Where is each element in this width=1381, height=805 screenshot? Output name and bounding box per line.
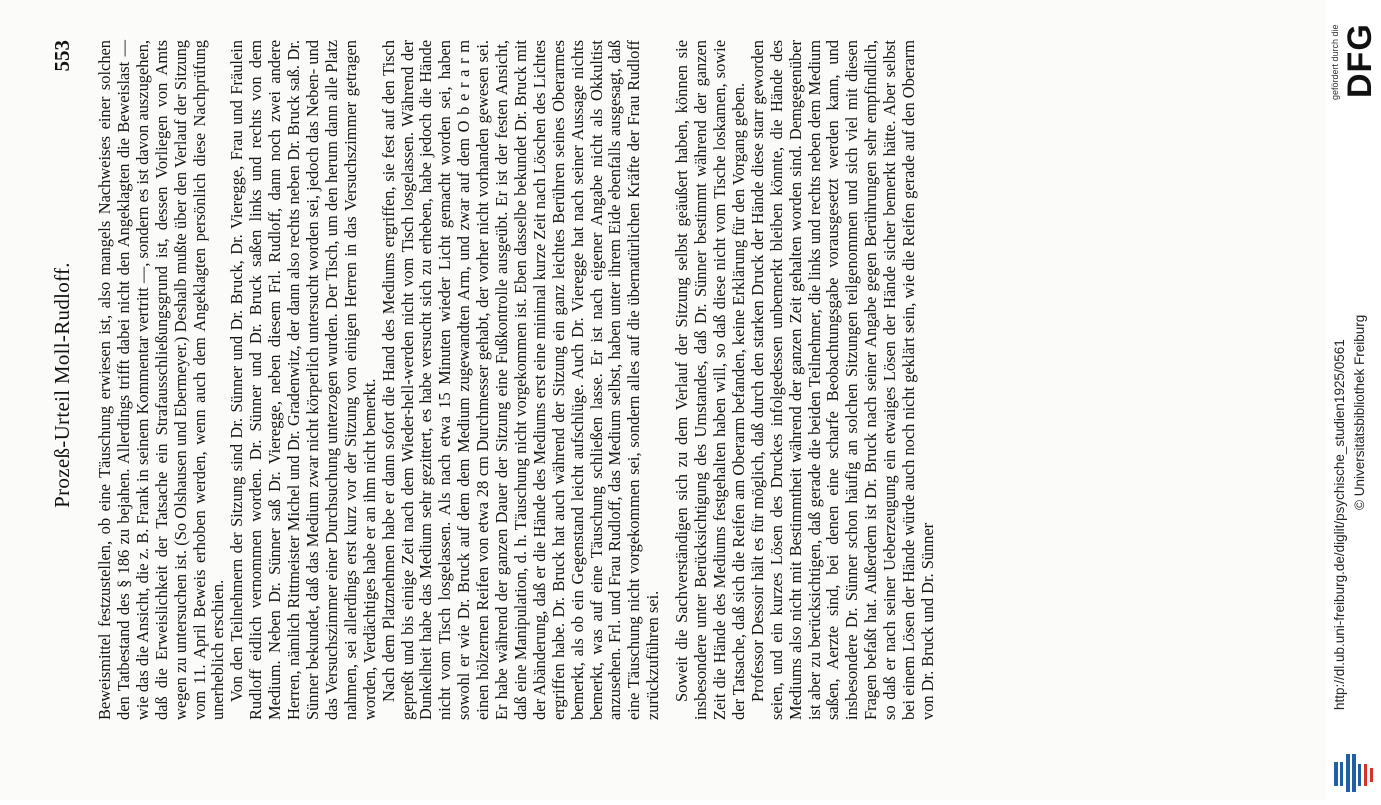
digital-credit bbox=[1326, 0, 1381, 800]
dfg-logo: DFG bbox=[1341, 23, 1379, 98]
paragraph: Beweismittel festzustellen, ob eine Täuschung erwiesen ist, also mangels Nachweises einer solchen den Tatbestand des § 186 zu bejahen. Allerdings trifft dabei nicht den Angeklagten die Beweislast — wie das die Ansicht, die z. B. Frank in seinem Kommentar vertritt —, sondern es ist davon auszugehen, daß die Erweislichkeit der Tatsache ein Strafausschließungsgrund ist, dessen Vorliegen von Amts wegen zu untersuchen ist. (So Olshausen und Ebermeyer.) Deshalb mußte über den Verlauf der Sitzung vom 11. April Beweis erhoben werden, wenn auch dem Angeklagten persönlich diese Nachprüfung unerheblich erschien. bbox=[95, 40, 228, 720]
ub-freiburg-logo-icon bbox=[1326, 744, 1381, 800]
paragraph: Professor Dessoir hält es für möglich, daß durch den starken Druck der Hände diese starr geworden seien, und ein kurzes Lösen des Druckes infolgedessen unbemerkt bleiben könnte, die Hände des Mediums also nicht mit Bestimmtheit während der ganzen Zeit gehalten worden sind. Demgegenüber ist aber zu berücksichtigen, daß gerade die beiden Teilnehmer, die links und rechts neben dem Medium saßen, Aerzte sind, bei denen eine scharfe Beobachtungsgabe vorausgesetzt werden kann, und insbesondere Dr. Sünner schon häufig an solchen Sitzungen teilgenommen und sich viel mit diesen Fragen befaßt hat. Außerdem ist Dr. Bruck nach seiner Angabe gegen Berührungen sehr empfindlich, so daß er nach seiner Ueberzeugung ein etwaiges Lösen der Hände sicher bemerkt hätte. Aber selbst bei einem Lösen der Hände würde auch noch nicht geklärt sein, wie die Reifen gerade auf den Oberarm von Dr. Bruck und Dr. Sünner bbox=[747, 40, 937, 720]
paragraph: Soweit die Sachverständigen sich zu dem Verlauf der Sitzung selbst geäußert haben, können sie insbesondere unter Berücksichtigung des Umstandes, daß Dr. Sünner bestimmt während der ganzen Zeit die Hände des Mediums festgehalten haben will, so daß diese nicht vom Tische loskamen, sowie der Tatsache, daß sich die Reifen am Oberarm befanden, keine Erklärung für den Vorgang geben. bbox=[672, 40, 748, 720]
source-url-link[interactable]: http://dl.ub.uni-freiburg.de/diglit/psychische_studien1925/0561 bbox=[1332, 339, 1347, 710]
rights-holder: © Universitätsbibliothek Freiburg bbox=[1352, 314, 1367, 510]
running-title: Prozeß-Urteil Moll-Rudloff. bbox=[50, 262, 74, 508]
paragraph: Von den Teilnehmern der Sitzung sind Dr. Sünner und Dr. Bruck, Dr. Vieregge, Frau und Fräulein Rudloff eidlich vernommen worden. Dr. Sünner und Dr. Bruck saßen links und rechts von dem Medium. Neben Dr. Sünner saß Dr. Vieregge, neben diesem Frl. Rudloff, dann noch zwei andere Herren, nämlich Rittmeister Michel und Dr. Gradenwitz, der dann also rechts neben Dr. Bruck saß. Dr. Sünner bekundet, daß das Medium zwar nicht körperlich untersucht worden sei, jedoch das Neben- und das Versuchszimmer einer Durchsuchung unterzogen wurden. Der Tisch, um den herum dann alle Platz nahmen, sei allerdings erst kurz vor der Sitzung von einigen Herren in das Versuchszimmer getragen worden, Verdächtiges habe er an ihm nicht bemerkt. bbox=[227, 40, 379, 720]
page-number: 553 bbox=[50, 40, 74, 72]
paragraph: Nach dem Platznehmen habe er dann sofort die Hand des Mediums ergriffen, sie fest auf den Tisch gepreßt und bis einige Zeit nach dem Wieder-hell-werden nicht vom Tisch losgelassen. Während der Dunkelheit habe das Medium sehr gezittert, es habe versucht sich zu erheben, habe jedoch die Hände nicht vom Tisch losgelassen. Als nach etwa 15 Minuten wieder Licht gemacht worden sei, haben sowohl er wie Dr. Bruck auf dem dem Medium zugewandten Arm, und zwar auf dem O b e r a r m einen hölzernen Reifen von etwa 28 cm Durchmesser gehabt, der vorher nicht vorhanden gewesen sei. Er habe während der ganzen Dauer der Sitzung eine Fußkontrolle ausgeübt. Er ist der festen Ansicht, daß eine Manipulation, d. h. Täuschung nicht vorgekommen ist. Eben dasselbe bekundet Dr. Bruck mit der Abänderung, daß er die Hände des Mediums erst eine minimal kurze Zeit nach Löschen des Lichtes ergriffen habe. Dr. Bruck hat auch während der Sitzung ein ganz leichtes Berühren seines Oberarmes bemerkt, als ob ein Gegenstand leicht aufschlüge. Auch Dr. Vieregge hat nach seiner Aussage nichts bemerkt, was auf eine Täuschung schließen lasse. Er ist nach eigener Angabe nicht als Okkultist anzusehen. Frl. und Frau Rudloff, das Medium selbst, haben unter ihrem Eide ebenfalls ausgesagt, daß eine Täuschung nicht vorgekommen sei, sondern alles auf die übernatürlichen Kräfte der Frau Rudloff zurückzuführen sei. bbox=[378, 40, 663, 720]
funding-note: gefördert durch die bbox=[1330, 24, 1340, 100]
running-head bbox=[50, 40, 80, 730]
body-text bbox=[96, 40, 938, 720]
